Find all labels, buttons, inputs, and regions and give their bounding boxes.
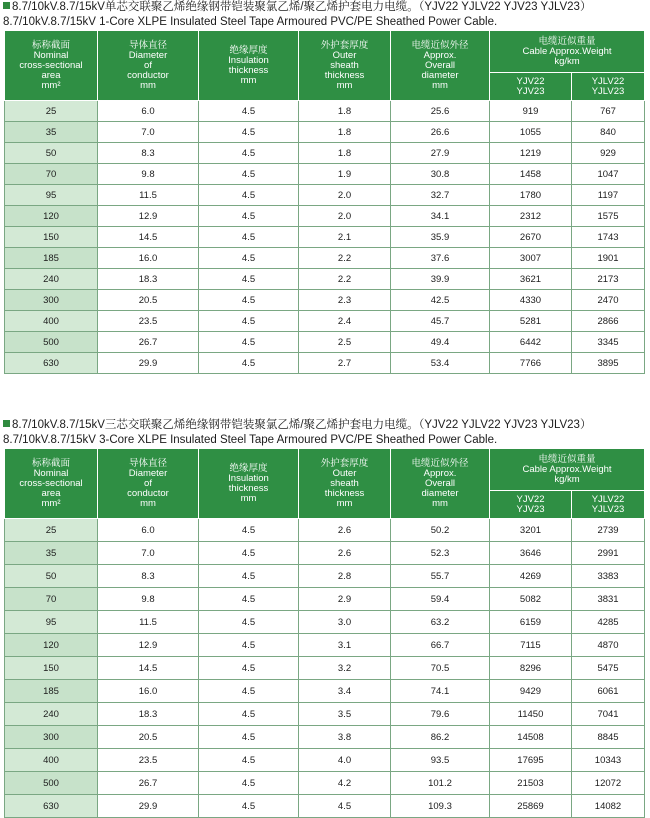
insulation-cell: 4.5 xyxy=(199,680,299,703)
sheath-cell: 4.2 xyxy=(299,772,391,795)
header-text-line: mm xyxy=(140,79,156,91)
table-row xyxy=(5,611,645,634)
header-text-line: YJV23 xyxy=(516,85,545,97)
table-row xyxy=(5,122,645,143)
insulation-cell: 4.5 xyxy=(199,588,299,611)
table-row xyxy=(5,519,645,542)
area-cell: 25 xyxy=(5,101,98,122)
diameter-cell: 16.0 xyxy=(98,248,199,269)
insulation-cell: 4.5 xyxy=(199,143,299,164)
diameter-cell: 6.0 xyxy=(98,101,199,122)
table-row xyxy=(5,680,645,703)
insulation-cell: 4.5 xyxy=(199,542,299,565)
header-text-line: 外护套厚度 xyxy=(320,457,369,469)
diameter-cell: 18.3 xyxy=(98,269,199,290)
header-text-line: cross-sectional xyxy=(19,59,83,71)
header-text-line: 外护套厚度 xyxy=(320,39,369,51)
sheath-cell: 2.9 xyxy=(299,588,391,611)
header-weight-yjv xyxy=(490,73,572,101)
table-row xyxy=(5,143,645,164)
sheath-cell: 1.8 xyxy=(299,122,391,143)
weight-yjlv-cell: 3895 xyxy=(572,353,645,374)
table-row xyxy=(5,703,645,726)
header-text-line: mm xyxy=(240,74,257,86)
area-cell: 240 xyxy=(5,703,98,726)
table-body xyxy=(5,519,645,818)
weight-yjlv-cell: 3345 xyxy=(572,332,645,353)
sheath-cell: 2.0 xyxy=(299,206,391,227)
header-text-line: Cable Approx.Weight xyxy=(522,45,612,57)
sheath-cell: 2.0 xyxy=(299,185,391,206)
weight-yjv-cell: 1458 xyxy=(490,164,572,185)
header-text-line: Insulation xyxy=(228,472,269,484)
overall-diameter-cell: 25.6 xyxy=(391,101,490,122)
sheath-cell: 1.9 xyxy=(299,164,391,185)
weight-yjv-cell: 5281 xyxy=(490,311,572,332)
weight-yjv-cell: 6159 xyxy=(490,611,572,634)
bullet-square-icon xyxy=(3,420,10,427)
header-text-line: diameter xyxy=(421,487,459,499)
area-cell: 500 xyxy=(5,772,98,795)
weight-yjv-cell: 5082 xyxy=(490,588,572,611)
header-text-line: kg/km xyxy=(554,55,580,67)
header-text-line: Insulation xyxy=(228,54,269,66)
header-text-line: mm xyxy=(336,497,353,509)
overall-diameter-cell: 37.6 xyxy=(391,248,490,269)
table-row xyxy=(5,353,645,374)
insulation-cell: 4.5 xyxy=(199,269,299,290)
weight-yjv-cell: 1055 xyxy=(490,122,572,143)
header-text-line: YJLV23 xyxy=(591,85,625,97)
header-overall-diameter xyxy=(391,31,490,101)
table-row xyxy=(5,164,645,185)
diameter-cell: 9.8 xyxy=(98,164,199,185)
header-text-line: thickness xyxy=(324,69,365,81)
weight-yjlv-cell: 1197 xyxy=(572,185,645,206)
diameter-cell: 20.5 xyxy=(98,290,199,311)
diameter-cell: 20.5 xyxy=(98,726,199,749)
diameter-cell: 12.9 xyxy=(98,634,199,657)
header-overall-diameter xyxy=(391,449,490,519)
header-text-line: Overall xyxy=(424,59,456,71)
header-text-line: 导体直径 xyxy=(128,457,167,469)
table-row xyxy=(5,269,645,290)
area-cell: 50 xyxy=(5,565,98,588)
header-weight-yjlv xyxy=(572,491,645,519)
header-conductor-diameter xyxy=(98,31,199,101)
area-cell: 25 xyxy=(5,519,98,542)
overall-diameter-cell: 63.2 xyxy=(391,611,490,634)
header-text-line: thickness xyxy=(324,487,365,499)
table-row xyxy=(5,101,645,122)
insulation-cell: 4.5 xyxy=(199,749,299,772)
area-cell: 400 xyxy=(5,749,98,772)
sheath-cell: 1.8 xyxy=(299,143,391,164)
header-text-line: 电缆近似外径 xyxy=(411,457,469,469)
weight-yjv-cell: 3201 xyxy=(490,519,572,542)
weight-yjlv-cell: 1047 xyxy=(572,164,645,185)
insulation-cell: 4.5 xyxy=(199,519,299,542)
overall-diameter-cell: 66.7 xyxy=(391,634,490,657)
diameter-cell: 29.9 xyxy=(98,795,199,818)
area-cell: 300 xyxy=(5,726,98,749)
header-text-line: YJLV22 xyxy=(591,75,625,87)
header-text-line: mm xyxy=(432,79,448,91)
header-text-line: 绝缘厚度 xyxy=(229,44,268,56)
weight-yjlv-cell: 4870 xyxy=(572,634,645,657)
area-cell: 150 xyxy=(5,657,98,680)
sheath-cell: 4.0 xyxy=(299,749,391,772)
overall-diameter-cell: 26.6 xyxy=(391,122,490,143)
weight-yjlv-cell: 2991 xyxy=(572,542,645,565)
insulation-cell: 4.5 xyxy=(199,185,299,206)
weight-yjv-cell: 14508 xyxy=(490,726,572,749)
sheath-cell: 2.3 xyxy=(299,290,391,311)
diameter-cell: 26.7 xyxy=(98,332,199,353)
overall-diameter-cell: 59.4 xyxy=(391,588,490,611)
weight-yjv-cell: 1780 xyxy=(490,185,572,206)
insulation-cell: 4.5 xyxy=(199,726,299,749)
area-cell: 400 xyxy=(5,311,98,332)
table-row xyxy=(5,726,645,749)
overall-diameter-cell: 74.1 xyxy=(391,680,490,703)
header-text-line: of xyxy=(144,59,152,71)
weight-yjv-cell: 3007 xyxy=(490,248,572,269)
overall-diameter-cell: 101.2 xyxy=(391,772,490,795)
area-cell: 300 xyxy=(5,290,98,311)
weight-yjv-cell: 8296 xyxy=(490,657,572,680)
sheath-cell: 1.8 xyxy=(299,101,391,122)
header-text-line: sheath xyxy=(330,477,359,489)
header-text-line: sheath xyxy=(330,59,359,71)
sheath-cell: 3.5 xyxy=(299,703,391,726)
weight-yjv-cell: 3646 xyxy=(490,542,572,565)
table-row xyxy=(5,588,645,611)
header-weight-yjlv xyxy=(572,73,645,101)
weight-yjv-cell: 2670 xyxy=(490,227,572,248)
sheath-cell: 2.4 xyxy=(299,311,391,332)
area-cell: 95 xyxy=(5,611,98,634)
sheath-cell: 3.0 xyxy=(299,611,391,634)
header-text-line: Cable Approx.Weight xyxy=(522,463,612,475)
area-cell: 120 xyxy=(5,206,98,227)
header-insulation-thickness xyxy=(199,449,299,519)
overall-diameter-cell: 34.1 xyxy=(391,206,490,227)
overall-diameter-cell: 53.4 xyxy=(391,353,490,374)
weight-yjv-cell: 4269 xyxy=(490,565,572,588)
insulation-cell: 4.5 xyxy=(199,772,299,795)
sheath-cell: 3.4 xyxy=(299,680,391,703)
header-text-line: 绝缘厚度 xyxy=(229,462,268,474)
weight-yjlv-cell: 1743 xyxy=(572,227,645,248)
insulation-cell: 4.5 xyxy=(199,164,299,185)
header-text-line: area xyxy=(41,69,61,81)
weight-yjlv-cell: 7041 xyxy=(572,703,645,726)
header-text-line: Nominal xyxy=(33,49,69,61)
sheath-cell: 3.2 xyxy=(299,657,391,680)
header-nominal-area xyxy=(5,31,98,101)
weight-yjlv-cell: 10343 xyxy=(572,749,645,772)
table-row xyxy=(5,795,645,818)
overall-diameter-cell: 32.7 xyxy=(391,185,490,206)
table-row xyxy=(5,311,645,332)
area-cell: 50 xyxy=(5,143,98,164)
insulation-cell: 4.5 xyxy=(199,795,299,818)
weight-yjlv-cell: 767 xyxy=(572,101,645,122)
header-text-line: Outer xyxy=(332,467,357,479)
overall-diameter-cell: 93.5 xyxy=(391,749,490,772)
weight-yjv-cell: 17695 xyxy=(490,749,572,772)
table-row xyxy=(5,206,645,227)
overall-diameter-cell: 70.5 xyxy=(391,657,490,680)
header-text-line: mm xyxy=(336,79,353,91)
weight-yjlv-cell: 2173 xyxy=(572,269,645,290)
diameter-cell: 9.8 xyxy=(98,588,199,611)
weight-yjv-cell: 3621 xyxy=(490,269,572,290)
diameter-cell: 16.0 xyxy=(98,680,199,703)
header-text-line: Nominal xyxy=(33,467,69,479)
insulation-cell: 4.5 xyxy=(199,634,299,657)
insulation-cell: 4.5 xyxy=(199,122,299,143)
weight-yjlv-cell: 1575 xyxy=(572,206,645,227)
diameter-cell: 12.9 xyxy=(98,206,199,227)
bullet-square-icon xyxy=(3,2,10,9)
header-text-line: Diameter xyxy=(128,467,168,479)
table-body xyxy=(5,101,645,374)
weight-yjlv-cell: 929 xyxy=(572,143,645,164)
header-text-line: mm xyxy=(140,497,156,509)
diameter-cell: 11.5 xyxy=(98,611,199,634)
weight-yjv-cell: 9429 xyxy=(490,680,572,703)
table-row xyxy=(5,749,645,772)
table-section-1-core xyxy=(0,0,650,374)
diameter-cell: 23.5 xyxy=(98,749,199,772)
header-cable-weight xyxy=(490,31,645,73)
insulation-cell: 4.5 xyxy=(199,565,299,588)
overall-diameter-cell: 39.9 xyxy=(391,269,490,290)
diameter-cell: 29.9 xyxy=(98,353,199,374)
header-text-line: mm² xyxy=(41,497,61,509)
area-cell: 630 xyxy=(5,353,98,374)
weight-yjv-cell: 7766 xyxy=(490,353,572,374)
diameter-cell: 23.5 xyxy=(98,311,199,332)
header-outer-sheath-thickness xyxy=(299,449,391,519)
header-text-line: area xyxy=(41,487,61,499)
header-weight-yjv xyxy=(490,491,572,519)
header-cable-weight xyxy=(490,449,645,491)
table-row xyxy=(5,332,645,353)
area-cell: 95 xyxy=(5,185,98,206)
weight-yjlv-cell: 5475 xyxy=(572,657,645,680)
insulation-cell: 4.5 xyxy=(199,353,299,374)
table-row xyxy=(5,772,645,795)
weight-yjv-cell: 1219 xyxy=(490,143,572,164)
weight-yjlv-cell: 6061 xyxy=(572,680,645,703)
table-row xyxy=(5,290,645,311)
overall-diameter-cell: 109.3 xyxy=(391,795,490,818)
header-text-line: cross-sectional xyxy=(19,477,83,489)
weight-yjv-cell: 7115 xyxy=(490,634,572,657)
weight-yjlv-cell: 14082 xyxy=(572,795,645,818)
header-text-line: YJV22 xyxy=(516,75,545,87)
table-row xyxy=(5,565,645,588)
cable-table-3-core xyxy=(4,448,645,818)
area-cell: 240 xyxy=(5,269,98,290)
table-row xyxy=(5,542,645,565)
weight-yjv-cell: 2312 xyxy=(490,206,572,227)
weight-yjv-cell: 919 xyxy=(490,101,572,122)
insulation-cell: 4.5 xyxy=(199,657,299,680)
area-cell: 185 xyxy=(5,680,98,703)
sheath-cell: 2.6 xyxy=(299,542,391,565)
weight-yjv-cell: 11450 xyxy=(490,703,572,726)
header-text-line: Overall xyxy=(424,477,456,489)
sheath-cell: 2.1 xyxy=(299,227,391,248)
table-row xyxy=(5,634,645,657)
overall-diameter-cell: 45.7 xyxy=(391,311,490,332)
header-conductor-diameter xyxy=(98,449,199,519)
insulation-cell: 4.5 xyxy=(199,101,299,122)
overall-diameter-cell: 55.7 xyxy=(391,565,490,588)
header-text-line: conductor xyxy=(127,69,169,81)
header-text-line: of xyxy=(144,477,152,489)
weight-yjv-cell: 21503 xyxy=(490,772,572,795)
header-text-line: YJLV22 xyxy=(591,493,625,505)
overall-diameter-cell: 35.9 xyxy=(391,227,490,248)
overall-diameter-cell: 42.5 xyxy=(391,290,490,311)
header-outer-sheath-thickness xyxy=(299,31,391,101)
area-cell: 120 xyxy=(5,634,98,657)
diameter-cell: 11.5 xyxy=(98,185,199,206)
header-text-line: YJV22 xyxy=(516,493,545,505)
table-row xyxy=(5,185,645,206)
header-text-line: Outer xyxy=(332,49,357,61)
header-text-line: Diameter xyxy=(128,49,168,61)
overall-diameter-cell: 86.2 xyxy=(391,726,490,749)
header-text-line: YJLV23 xyxy=(591,503,625,515)
weight-yjv-cell: 25869 xyxy=(490,795,572,818)
weight-yjlv-cell: 8845 xyxy=(572,726,645,749)
area-cell: 630 xyxy=(5,795,98,818)
table-row xyxy=(5,248,645,269)
diameter-cell: 26.7 xyxy=(98,772,199,795)
overall-diameter-cell: 50.2 xyxy=(391,519,490,542)
sheath-cell: 4.5 xyxy=(299,795,391,818)
area-cell: 70 xyxy=(5,164,98,185)
insulation-cell: 4.5 xyxy=(199,290,299,311)
header-text-line: kg/km xyxy=(554,473,580,485)
diameter-cell: 14.5 xyxy=(98,227,199,248)
header-text-line: mm² xyxy=(41,79,61,91)
header-text-line: mm xyxy=(432,497,448,509)
header-text-line: 标称截面 xyxy=(31,39,70,51)
weight-yjv-cell: 4330 xyxy=(490,290,572,311)
header-text-line: thickness xyxy=(228,482,269,494)
caption-cn: 8.7/10kV.8.7/15kV单芯交联聚乙烯绝缘钢带铠装聚氯乙烯/聚乙烯护套电力电缆。（YJV22 YJLV22 YJV23 YJLV23） xyxy=(0,0,650,15)
area-cell: 150 xyxy=(5,227,98,248)
insulation-cell: 4.5 xyxy=(199,703,299,726)
weight-yjlv-cell: 12072 xyxy=(572,772,645,795)
sheath-cell: 2.7 xyxy=(299,353,391,374)
diameter-cell: 6.0 xyxy=(98,519,199,542)
caption-en: 8.7/10kV.8.7/15kV 1-Core XLPE Insulated Steel Tape Armoured PVC/PE Sheathed Power Cable. xyxy=(3,16,498,28)
header-text-line: 导体直径 xyxy=(128,39,167,51)
overall-diameter-cell: 52.3 xyxy=(391,542,490,565)
weight-yjlv-cell: 4285 xyxy=(572,611,645,634)
insulation-cell: 4.5 xyxy=(199,332,299,353)
header-text-line: YJV23 xyxy=(516,503,545,515)
header-text-line: mm xyxy=(240,492,257,504)
sheath-cell: 3.8 xyxy=(299,726,391,749)
header-text-line: Approx. xyxy=(423,467,457,479)
header-text-line: 电缆近似重量 xyxy=(538,35,596,47)
overall-diameter-cell: 30.8 xyxy=(391,164,490,185)
header-nominal-area xyxy=(5,449,98,519)
diameter-cell: 8.3 xyxy=(98,143,199,164)
header-insulation-thickness xyxy=(199,31,299,101)
header-text-line: 标称截面 xyxy=(31,457,70,469)
weight-yjlv-cell: 3383 xyxy=(572,565,645,588)
weight-yjlv-cell: 2866 xyxy=(572,311,645,332)
insulation-cell: 4.5 xyxy=(199,611,299,634)
table-row xyxy=(5,657,645,680)
table-row xyxy=(5,227,645,248)
weight-yjlv-cell: 2739 xyxy=(572,519,645,542)
sheath-cell: 2.2 xyxy=(299,248,391,269)
sheath-cell: 2.6 xyxy=(299,519,391,542)
insulation-cell: 4.5 xyxy=(199,227,299,248)
area-cell: 35 xyxy=(5,122,98,143)
cable-table-1-core xyxy=(4,30,645,374)
area-cell: 35 xyxy=(5,542,98,565)
header-text-line: 电缆近似外径 xyxy=(411,39,469,51)
insulation-cell: 4.5 xyxy=(199,248,299,269)
diameter-cell: 7.0 xyxy=(98,542,199,565)
diameter-cell: 18.3 xyxy=(98,703,199,726)
caption-en: 8.7/10kV.8.7/15kV 3-Core XLPE Insulated Steel Tape Armoured PVC/PE Sheathed Power Cable. xyxy=(3,434,498,446)
overall-diameter-cell: 27.9 xyxy=(391,143,490,164)
sheath-cell: 2.2 xyxy=(299,269,391,290)
weight-yjlv-cell: 1901 xyxy=(572,248,645,269)
sheath-cell: 2.8 xyxy=(299,565,391,588)
diameter-cell: 14.5 xyxy=(98,657,199,680)
header-text-line: diameter xyxy=(421,69,459,81)
weight-yjlv-cell: 3831 xyxy=(572,588,645,611)
table-section-3-core xyxy=(0,418,650,818)
area-cell: 500 xyxy=(5,332,98,353)
area-cell: 185 xyxy=(5,248,98,269)
header-text-line: conductor xyxy=(127,487,169,499)
weight-yjlv-cell: 840 xyxy=(572,122,645,143)
header-text-line: Approx. xyxy=(423,49,457,61)
insulation-cell: 4.5 xyxy=(199,206,299,227)
caption-cn: 8.7/10kV.8.7/15kV三芯交联聚乙烯绝缘钢带铠装聚氯乙烯/聚乙烯护套电力电缆。（YJV22 YJLV22 YJV23 YJLV23） xyxy=(0,418,650,433)
weight-yjlv-cell: 2470 xyxy=(572,290,645,311)
weight-yjv-cell: 6442 xyxy=(490,332,572,353)
sheath-cell: 2.5 xyxy=(299,332,391,353)
area-cell: 70 xyxy=(5,588,98,611)
insulation-cell: 4.5 xyxy=(199,311,299,332)
overall-diameter-cell: 79.6 xyxy=(391,703,490,726)
header-text-line: thickness xyxy=(228,64,269,76)
diameter-cell: 7.0 xyxy=(98,122,199,143)
sheath-cell: 3.1 xyxy=(299,634,391,657)
diameter-cell: 8.3 xyxy=(98,565,199,588)
overall-diameter-cell: 49.4 xyxy=(391,332,490,353)
header-text-line: 电缆近似重量 xyxy=(538,453,596,465)
